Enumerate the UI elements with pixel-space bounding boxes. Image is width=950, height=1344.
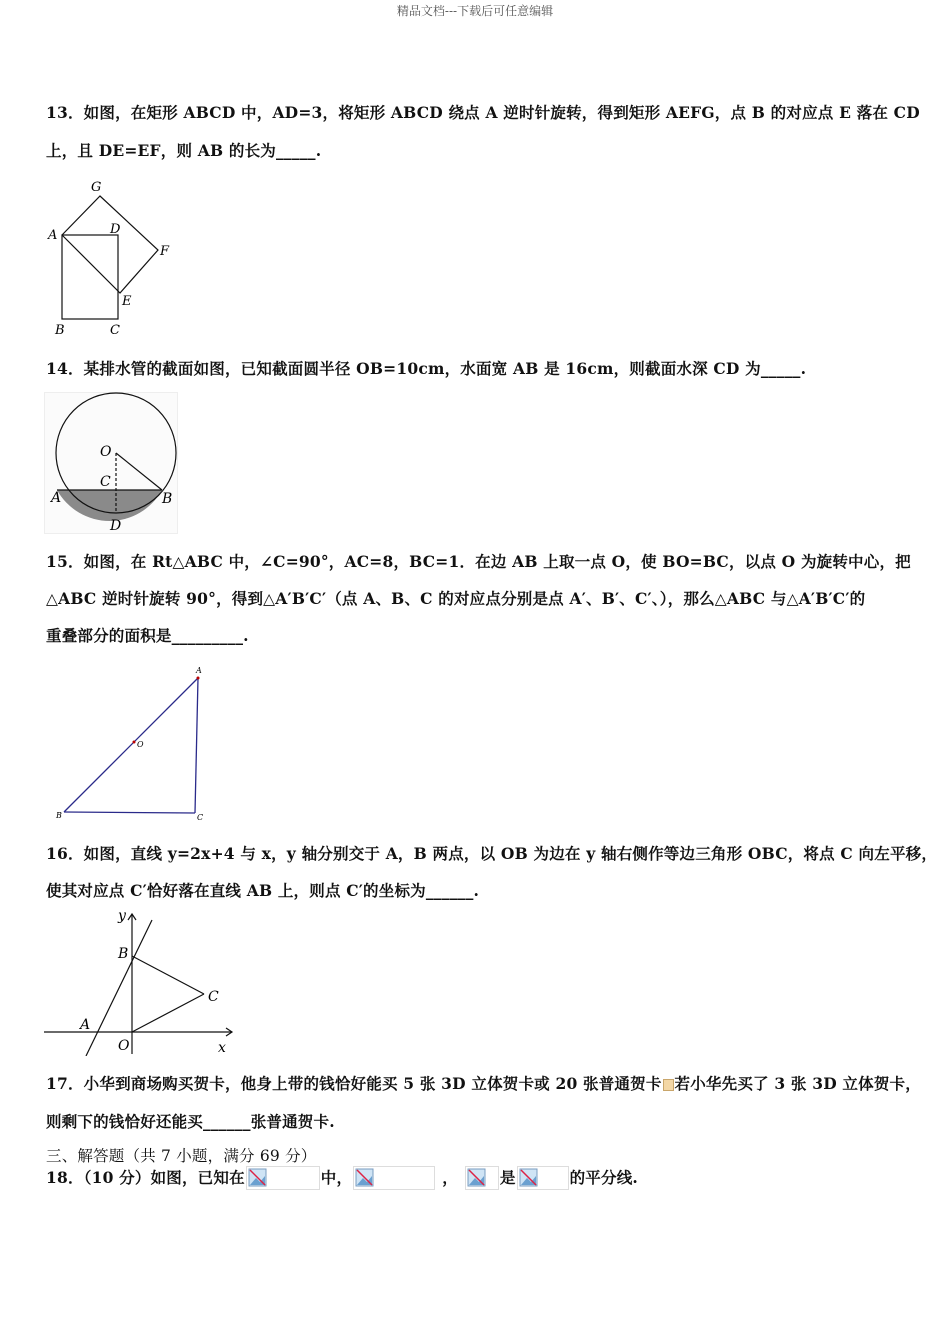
label-a: A bbox=[80, 1017, 91, 1033]
label-g: G bbox=[91, 180, 102, 195]
label-d: D bbox=[110, 222, 121, 237]
label-c: C bbox=[197, 813, 204, 822]
q16-figure bbox=[44, 906, 240, 1056]
label-b: B bbox=[56, 811, 62, 820]
q18-text-line1 bbox=[46, 1164, 638, 1191]
q13-figure bbox=[44, 176, 184, 340]
q13-text-line1: 13．如图，在矩形 ABCD 中，AD=3，将矩形 ABCD 绕点 A 逆时针旋转，得到矩形 AEFG，点 B 的对应点 E 落在 CD bbox=[46, 103, 920, 122]
label-o: O bbox=[118, 1038, 130, 1054]
side-ab bbox=[64, 678, 198, 812]
q14-figure bbox=[44, 392, 178, 534]
label-c: C bbox=[110, 323, 120, 338]
label-e: E bbox=[122, 294, 132, 309]
label-d: D bbox=[110, 518, 122, 534]
q16-text-line2: 使其对应点 C′恰好落在直线 AB 上，则点 C′的坐标为______. bbox=[46, 881, 480, 900]
side-bc bbox=[64, 812, 195, 813]
label-a: A bbox=[196, 666, 202, 675]
label-b: B bbox=[118, 946, 129, 962]
broken-image-icon bbox=[353, 1166, 435, 1190]
broken-image-icon bbox=[663, 1079, 674, 1091]
q18-text-mid1: 中， bbox=[320, 1168, 353, 1187]
line-ab bbox=[86, 920, 152, 1056]
broken-image-icon bbox=[246, 1166, 320, 1190]
q18-text-prefix: 18．（10 分）如图，已知在 bbox=[46, 1168, 245, 1187]
side-oc bbox=[132, 994, 204, 1032]
q17-text-part1: 17．小华到商场购买贺卡，他身上带的钱恰好能买 5 张 3D 立体贺卡或 20 张普通贺卡 bbox=[46, 1074, 662, 1093]
q17-text-part2: 若小华先买了 3 张 3D 立体贺卡， bbox=[674, 1074, 921, 1093]
section-header: 三、解答题（共 7 小题，满分 69 分） bbox=[46, 1147, 317, 1165]
q17-text-line1 bbox=[46, 1072, 921, 1094]
q14-text-line1: 14．某排水管的截面如图，已知截面圆半径 OB=10cm，水面宽 AB 是 16cm，则截面水深 CD 为_____. bbox=[46, 359, 807, 378]
label-x: x bbox=[218, 1040, 226, 1056]
q15-text-line2: △ABC 逆时针旋转 90°，得到△A′B′C′（点 A、B、C 的对应点分别是点 A′、B′、C′、），那么△ABC 与△A′B′C′的 bbox=[46, 589, 866, 608]
q18-text-mid2: ， bbox=[442, 1168, 458, 1187]
q13-text-line2: 上，且 DE=EF，则 AB 的长为_____. bbox=[46, 141, 322, 160]
label-a: A bbox=[51, 490, 62, 506]
q17-text-line2: 则剩下的钱恰好还能买______张普通贺卡. bbox=[46, 1112, 335, 1131]
q15-figure bbox=[48, 662, 218, 824]
page-header: 精品文档---下载后可任意编辑 bbox=[396, 4, 554, 18]
rect-abcd bbox=[62, 235, 118, 319]
label-c: C bbox=[208, 989, 219, 1005]
label-b: B bbox=[55, 323, 65, 338]
q15-text-line3: 重叠部分的面积是_________. bbox=[46, 626, 249, 645]
label-f: F bbox=[160, 244, 170, 259]
point-a bbox=[197, 677, 200, 680]
rect-aefg bbox=[62, 196, 158, 293]
q16-text-line1: 16．如图，直线 y=2x+4 与 x，y 轴分别交于 A，B 两点，以 OB 为边在 y 轴右侧作等边三角形 OBC，将点 C 向左平移， bbox=[46, 844, 938, 863]
label-o: O bbox=[100, 444, 112, 460]
broken-image-icon bbox=[465, 1166, 499, 1190]
side-ac bbox=[195, 678, 198, 813]
q18-text-suffix: 的平分线. bbox=[569, 1168, 639, 1187]
point-o bbox=[133, 741, 136, 744]
label-c: C bbox=[100, 474, 111, 490]
label-o: O bbox=[137, 740, 144, 749]
q18-text-mid3: 是 bbox=[499, 1168, 516, 1187]
side-bc bbox=[132, 956, 204, 994]
label-a: A bbox=[48, 228, 58, 243]
q15-text-line1: 15．如图，在 Rt△ABC 中，∠C=90°，AC=8，BC=1．在边 AB 上取一点 O，使 BO=BC，以点 O 为旋转中心，把 bbox=[46, 552, 911, 571]
broken-image-icon bbox=[517, 1166, 569, 1190]
label-y: y bbox=[118, 908, 126, 924]
label-b: B bbox=[162, 491, 173, 507]
